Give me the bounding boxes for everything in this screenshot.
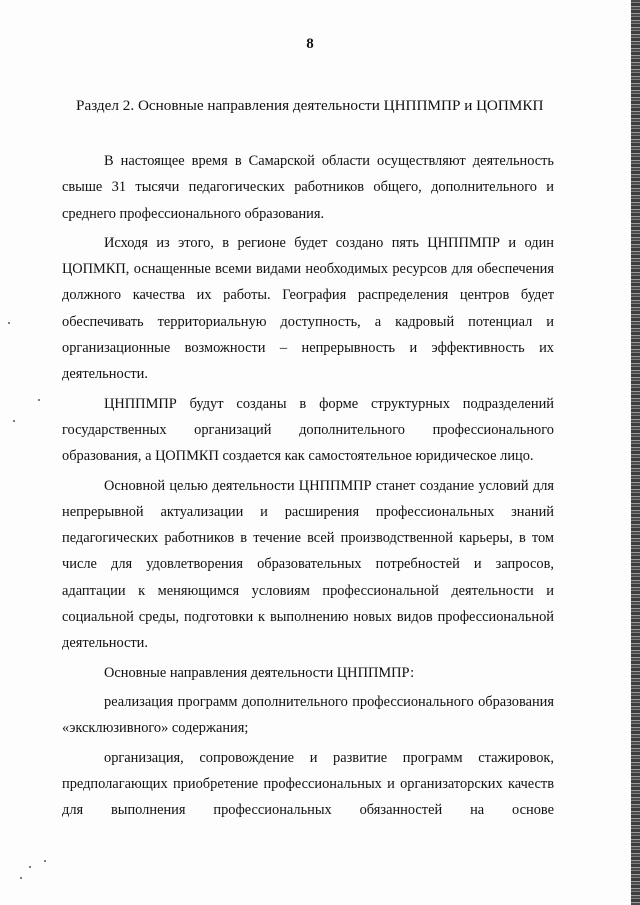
section-heading: Раздел 2. Основные направления деятельности ЦНППМПР и ЦОПМКП xyxy=(76,97,544,114)
paragraph: организация, сопровождение и развитие программ стажировок, предполагающих приобретение профессиональных и организаторских качеств для выполнения профессиональных обязанностей на основе xyxy=(62,749,554,819)
page-number: 8 xyxy=(306,36,314,52)
body-text xyxy=(62,148,554,823)
paragraph: реализация программ дополнительного профессионального образования «эксклюзивного» содержания; xyxy=(62,693,554,737)
paragraph: Исходя из этого, в регионе будет создано пять ЦНППМПР и один ЦОПМКП, оснащенные всеми видами необходимых ресурсов для обеспечения должного качества их работы. География распределения центров будет обеспечивать территориальную доступность, а кадровый потенциал и организационные возможности – непрерывность и эффективность их деятельности. xyxy=(62,234,554,383)
paragraph: Основные направления деятельности ЦНППМПР: xyxy=(104,664,415,681)
paragraph: В настоящее время в Самарской области осуществляют деятельность свыше 31 тысячи педагогических работников общего, дополнительного и среднего профессионального образования. xyxy=(62,153,554,222)
scan-speck xyxy=(29,866,31,868)
scan-speck xyxy=(38,399,40,401)
paragraph: ЦНППМПР будут созданы в форме структурных подразделений государственных организаций дополнительного профессионального образования, а ЦОПМКП создается как самостоятельное юридическое лицо. xyxy=(62,395,554,465)
paragraph: Основной целью деятельности ЦНППМПР станет создание условий для непрерывной актуализации и расширения профессиональных знаний педагогических работников в течение всей производственной карьеры, в том числе для удовлетворения образовательных потребностей и запросов, адаптации к меняющимся условиям профессиональной деятельности и социальной среды, подготовки к выполнению новых видов профессиональной деятельности. xyxy=(62,477,554,652)
scan-speck xyxy=(44,860,46,862)
scan-edge-strip xyxy=(631,0,640,905)
scan-speck xyxy=(13,420,15,422)
scan-speck xyxy=(20,877,22,879)
scan-speck xyxy=(8,322,10,324)
